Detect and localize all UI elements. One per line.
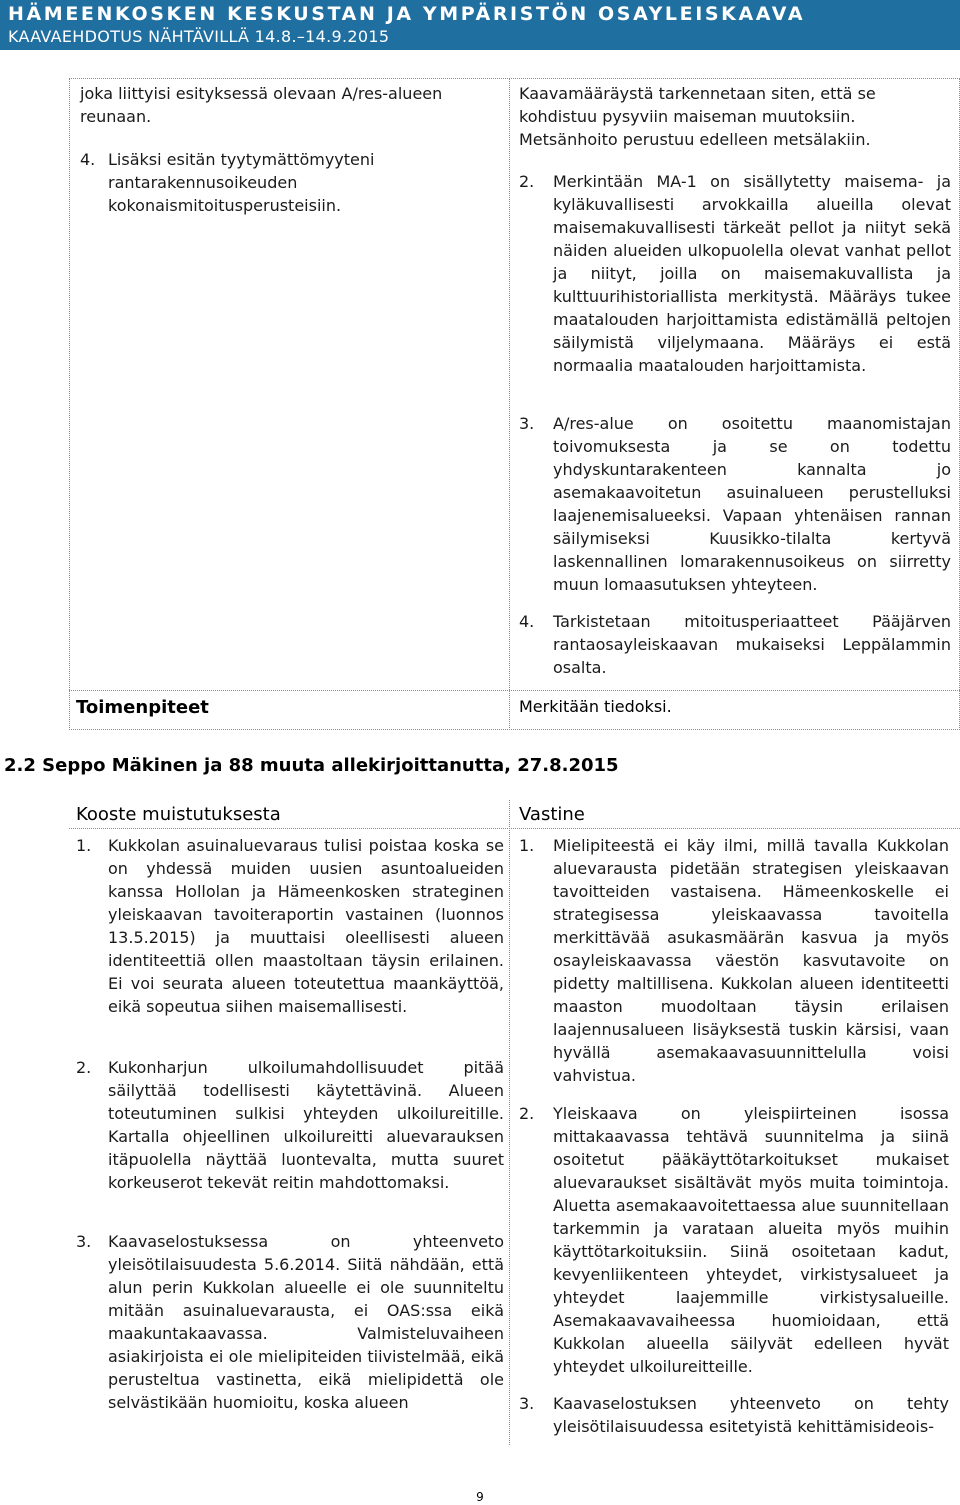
- top-table-row-divider: [69, 690, 960, 691]
- top-left-intro: joka liittyisi esityksessä olevaan A/res-alueen reunaan.: [80, 84, 443, 126]
- top-right-item-number: 3.: [519, 414, 535, 433]
- top-right-intro: Kaavamääräystä tarkennetaan siten, että se kohdistuu pysyviin maiseman muutoksiin. Metsänhoito perustuu edelleen metsälakiin.: [519, 84, 876, 149]
- document-header: [0, 0, 960, 50]
- document-title: HÄMEENKOSKEN KESKUSTAN JA YMPÄRISTÖN OSAYLEISKAAVA: [8, 3, 806, 25]
- bottom-right-item-text: Yleiskaava on yleispiirteinen isossa mittakaavassa tehtävä suunnitelma ja siinä osoitetut pääkäyttötarkoitukset mukaiset aluevaraukset sisältävät myös muita toimintoja. Aluetta asemakaavoitettaessa alue suunnitellaan tarkemmin ja varataan alueita myös muihin käyttötarkoituksiin. Siinä osoitetaan kadut, kevyenliikenteen yhteydet, virkistysalueet ja yhteydet laajemmille virkistysalueille. Asemakaavavaiheessa huomioidaan, että Kukkolan alueella säilyvät edelleen hyvät yhteydet ulkoilureitteille.: [553, 1104, 949, 1376]
- bottom-left-item-number: 3.: [76, 1232, 92, 1251]
- document-subtitle: KAAVAEHDOTUS NÄHTÄVILLÄ 14.8.–14.9.2015: [8, 27, 390, 46]
- bottom-right-item-number: 3.: [519, 1394, 535, 1413]
- section-title: 2.2 Seppo Mäkinen ja 88 muuta allekirjoittanutta, 27.8.2015: [4, 755, 619, 776]
- top-right-item-text: Merkintään MA-1 on sisällytetty maisema- ja kyläkuvallisesti arvokkailla alueilla olevat maisemakuvallisesti tärkeät pellot ja niityt sekä näiden alueiden ulkopuolella olevat vanhat pellot ja niityt, joilla on maisemakuvallista ja kulttuurihistoriallista merkitystä. Määräys tukee maatalouden harjoittamista edistämällä peltojen säilymistä viljelymaana. Määräys ei estä normaalia maatalouden harjoittamista.: [553, 172, 951, 375]
- bottom-table-header-line: [69, 828, 960, 829]
- bottom-left-item-text: Kukkolan asuinaluevaraus tulisi poistaa koska se on yhdessä muiden uusien asuntoalueiden kanssa Hollolan ja Hämeenkosken strateginen yleiskaavan tavoiteraportin vastainen (luonnos 13.5.2015) ja muuttaisi oleellisesti alueen identiteettiä ollen maastoltaan täysin erilainen. Ei voi seurata alueen toteutettua maankäyttöä, eikä sopeutua siihen maisemallisesti.: [108, 836, 504, 1016]
- top-table-divider: [509, 78, 510, 730]
- bottom-table-divider: [509, 800, 510, 1445]
- top-right-item-text: Tarkistetaan mitoitusperiaatteet Pääjärven rantaosayleiskaavan mukaiseksi Leppälammin osalta.: [553, 612, 951, 677]
- bottom-left-item-text: Kukonharjun ulkoilumahdollisuudet pitää säilyttää todellisesti käytettävinä. Alueen toteutuminen sulkisi yhteyden ulkoilureitille. Kartalla ohjeellinen ulkoilureitti aluevarauksen itäpuolella näyttää luontevalta, mutta suuret korkeuserot tekevät reitin mahdottomaksi.: [108, 1058, 504, 1192]
- top-left-item-text: Lisäksi esitän tyytymättömyyteni rantarakennusoikeuden kokonaismitoitusperusteisiin.: [108, 150, 375, 215]
- bottom-right-item-number: 2.: [519, 1104, 535, 1123]
- bottom-left-item-number: 2.: [76, 1058, 92, 1077]
- bottom-right-item-text: Mielipiteestä ei käy ilmi, millä tavalla Kukkolan aluevarausta pidetään strategisen yleiskaavan tavoitteiden vastaisena. Hämeenkoskelle ei strategisessa yleiskaavassa tavoitella merkittävää asukasmäärän kasvua ja myös osayleiskaavassa väestön kasvutavoite on pidetty maltillisena. Kukkolan alueen identiteetti maaston muodoltaan täysin erilaisen laajennusalueen lisäyksestä tuskin kärsisi, vaan hyvällä asemakaavasuunnittelulla voisi vahvistua.: [553, 836, 949, 1085]
- bottom-right-item-text: Kaavaselostuksen yhteenveto on tehty yleisötilaisuudessa esitetyistä kehittämisideois-: [553, 1394, 949, 1436]
- page-number: 9: [476, 1490, 484, 1504]
- actions-value: Merkitään tiedoksi.: [519, 697, 672, 716]
- top-left-item-number: 4.: [80, 150, 96, 169]
- bottom-right-header: Vastine: [519, 804, 585, 825]
- top-right-item-number: 4.: [519, 612, 535, 631]
- bottom-left-header: Kooste muistutuksesta: [76, 804, 281, 825]
- bottom-left-item-number: 1.: [76, 836, 92, 855]
- bottom-left-item-text: Kaavaselostuksessa on yhteenveto yleisötilaisuudesta 5.6.2014. Siitä nähdään, että alun perin Kukkolan alueelle ei ole suunniteltu mitään asuinaluevarausta, ei OAS:ssa eikä maakuntakaavassa. Valmisteluvaiheen asiakirjoista ei ole mielipiteiden tiivistelmää, eikä perusteltua vastinetta, eikä mielipidettä ole selvästikään huomioitu, koska alueen: [108, 1232, 504, 1412]
- top-right-item-text: A/res-alue on osoitettu maanomistajan toivomuksesta ja se on todettu yhdyskuntarakenteen kannalta jo asemakaavoitetun asuinalueen perustelluksi laajenemisalueeksi. Vapaan yhtenäisen rannan säilymiseksi Kuusikko-tilalta kertyvä laskennallinen lomarakennusoikeus on siirretty muun lomaasutuksen yhteyteen.: [553, 414, 951, 594]
- actions-label: Toimenpiteet: [76, 697, 209, 718]
- bottom-right-item-number: 1.: [519, 836, 535, 855]
- top-right-item-number: 2.: [519, 172, 535, 191]
